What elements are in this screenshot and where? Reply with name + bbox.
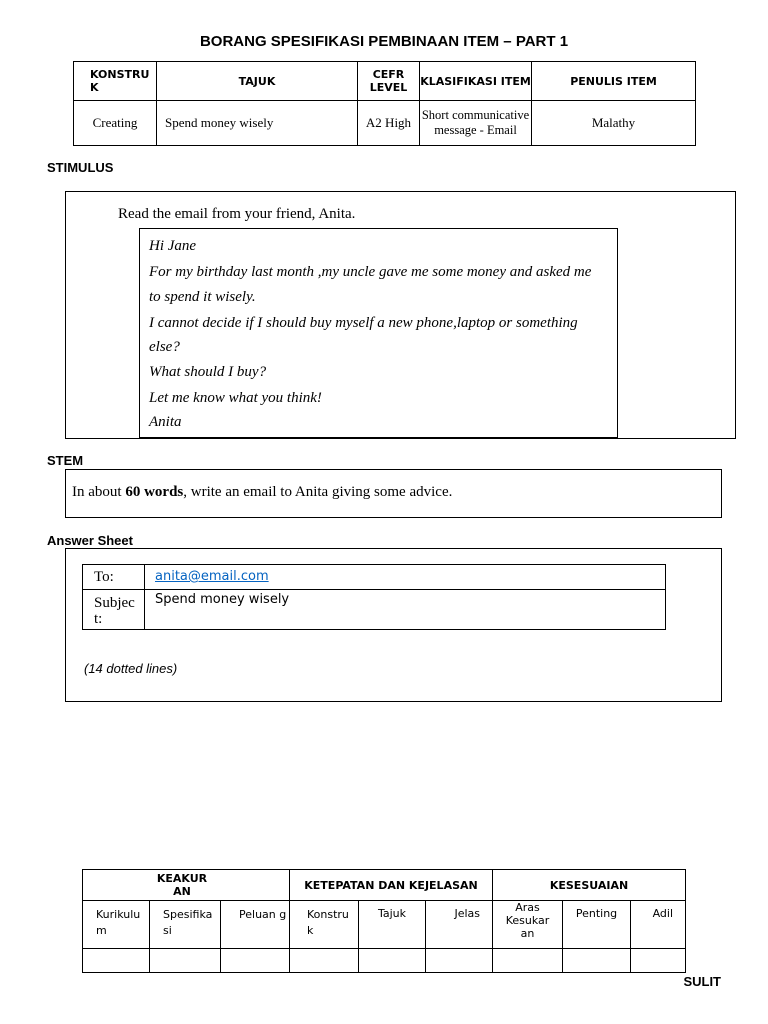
evaluation-table [82, 869, 686, 973]
spec-table-header-row [74, 62, 696, 101]
group-keakuran-label: KEAKUR AN [156, 872, 208, 898]
group-ketepatan-dan-kejelasan: KETEPATAN DAN KEJELASAN [290, 870, 493, 901]
score-cell[interactable] [359, 949, 426, 973]
stem-word-count: 60 words [125, 484, 184, 500]
email-header-table [82, 564, 666, 630]
criterion-aras-kesukaran [493, 901, 563, 949]
criterion-kurikulum: Kurikulu m [83, 901, 150, 949]
score-cell[interactable] [83, 949, 150, 973]
group-keakuran [83, 870, 290, 901]
cell-penulis-item: Malathy [532, 101, 696, 146]
criterion-jelas: Jelas [426, 901, 493, 949]
cell-tajuk: Spend money wisely [157, 101, 358, 146]
criterion-tajuk: Tajuk [359, 901, 426, 949]
score-cell[interactable] [221, 949, 290, 973]
score-cell[interactable] [563, 949, 631, 973]
email-line: Let me know what you think! [149, 390, 322, 406]
cell-klasifikasi-item: Short communicative message - Email [420, 101, 532, 146]
stem-text-end: , write an email to Anita giving some advice. [183, 484, 453, 500]
email-line: Hi Jane [149, 238, 197, 254]
score-cell[interactable] [493, 949, 563, 973]
to-email-link[interactable]: anita@email.com [155, 569, 269, 584]
email-line: else? [149, 339, 180, 355]
header-penulis-item: PENULIS ITEM [532, 62, 696, 101]
evaluation-group-row [83, 870, 686, 901]
subject-label: Subjec t: [83, 590, 145, 630]
document-title: BORANG SPESIFIKASI PEMBINAAN ITEM – PART 1 [199, 33, 569, 50]
footer-classification: SULIT [683, 974, 721, 989]
email-line: I cannot decide if I should buy myself a new phone,laptop or something [149, 315, 578, 331]
score-cell[interactable] [426, 949, 493, 973]
email-line: to spend it wisely. [149, 289, 256, 305]
subject-value: Spend money wisely [145, 590, 666, 630]
score-cell[interactable] [290, 949, 359, 973]
email-line: Anita [149, 414, 182, 430]
stimulus-heading: STIMULUS [47, 160, 114, 175]
evaluation-criteria-row [83, 901, 686, 949]
criterion-spesifikasi: Spesifika si [150, 901, 221, 949]
header-klasifikasi-item: KLASIFIKASI ITEM [420, 62, 532, 101]
criterion-adil: Adil [631, 901, 686, 949]
header-cefr-level: CEFR LEVEL [358, 62, 420, 101]
stem-heading: STEM [47, 453, 84, 468]
group-kesesuaian: KESESUAIAN [493, 870, 686, 901]
item-specification-table [73, 61, 696, 146]
email-line: What should I buy? [149, 364, 267, 380]
email-line: For my birthday last month ,my uncle gave me some money and asked me [149, 264, 592, 280]
evaluation-score-row [83, 949, 686, 973]
score-cell[interactable] [631, 949, 686, 973]
dotted-lines-note: (14 dotted lines) [84, 661, 178, 676]
header-tajuk: TAJUK [157, 62, 358, 101]
stem-text-start: In about [72, 484, 126, 500]
spec-table-data-row [74, 101, 696, 146]
header-konstruk: KONSTRU K [74, 62, 157, 101]
to-label: To: [83, 565, 145, 590]
criterion-konstruk: Konstru k [290, 901, 359, 949]
stimulus-instruction: Read the email from your friend, Anita. [118, 206, 356, 222]
answer-sheet-heading: Answer Sheet [47, 533, 133, 548]
score-cell[interactable] [150, 949, 221, 973]
cell-konstruk: Creating [74, 101, 157, 146]
criterion-peluang: Peluan g [221, 901, 290, 949]
criterion-penting: Penting [563, 901, 631, 949]
criterion-aras-kesukaran-label: Aras Kesukar an [505, 901, 550, 940]
cell-cefr-level: A2 High [358, 101, 420, 146]
stem-text [72, 484, 452, 501]
